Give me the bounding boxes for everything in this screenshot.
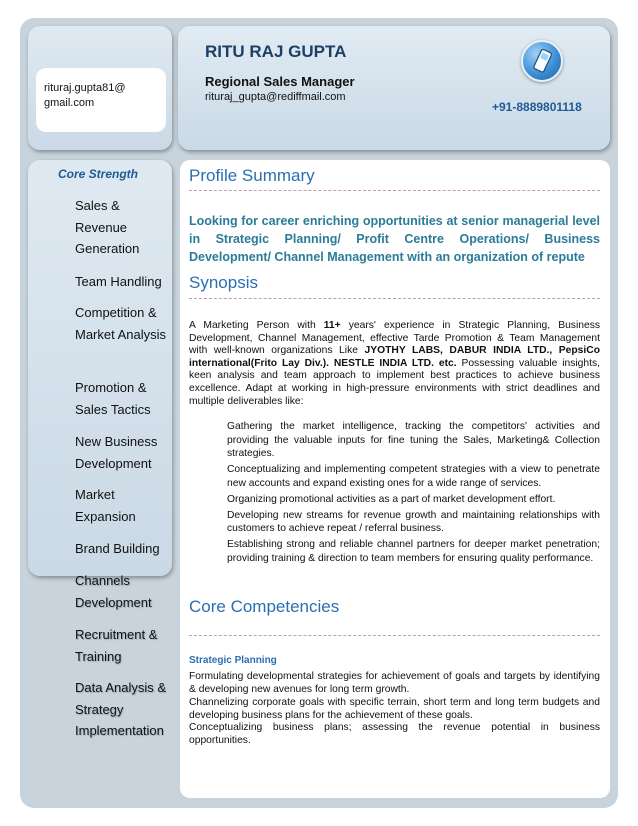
divider <box>189 190 600 191</box>
sidebar-item-team: Team Handling <box>75 274 162 289</box>
work-email[interactable]: rituraj_gupta@rediffmail.com <box>205 91 346 103</box>
sidebar-item-market-expansion: Market Expansion <box>75 487 136 524</box>
sidebar-item-brand: Brand Building <box>75 541 160 556</box>
profile-title: Profile Summary <box>189 166 315 185</box>
sidebar-item-recruitment: Recruitment & Training <box>75 627 158 664</box>
sidebar-item-data-analysis: Data Analysis & Strategy Implementation <box>75 680 167 738</box>
job-title: Regional Sales Manager <box>205 74 355 89</box>
sidebar-item-sales: Sales & Revenue Generation <box>75 198 140 256</box>
divider <box>189 298 600 299</box>
list-item: Gathering the market intelligence, tracking the competitors' activities and providing the valuable inputs for fine tuning the Sales, Marketing& Collection strategies. <box>227 421 600 459</box>
competencies-title: Core Competencies <box>189 597 340 616</box>
sidebar-item-competition: Competition & Market Analysis <box>75 305 167 342</box>
mobile-phone-icon <box>521 40 563 82</box>
synopsis-title: Synopsis <box>189 273 258 292</box>
synopsis-list <box>227 420 600 568</box>
personal-email[interactable]: rituraj.gupta81@ gmail.com <box>44 82 126 109</box>
divider <box>189 635 600 636</box>
list-item: Conceptualizing and implementing competent strategies with a view to penetrate new accounts and expand existing ones for a wide range of services. <box>227 464 600 489</box>
list-item: Organizing promotional activities as a part of market development effort. <box>227 493 556 505</box>
synopsis-paragraph: A Marketing Person with 11+ years' experience in Strategic Planning, Business Development, Channel Management, effective Tarde Promotion & Team Management with well-known organizations Like JYOTHY LABS, DABUR INDIA LTD., PepsiCo international(Frito Lay Div.). NESTLE INDIA LTD. etc. Possessing valuable insights, keen analysis and team approach to implement best practices to achieve business excellence. Adapt at working in high-pressure environments with strict deadlines and multiple deliverables like: <box>189 320 600 407</box>
list-item: Channelizing corporate goals with specific terrain, short term and long term budgets and developing business plans for the achievement of these goals. <box>189 697 600 721</box>
sidebar-item-channels: Channels Development <box>75 573 152 610</box>
competency-text <box>189 671 600 748</box>
profile-statement: Looking for career enriching opportunities at senior managerial level in Strategic Planning/ Profit Centre Operations/ Business Development/ Channel Management with an organization of repute <box>189 214 600 264</box>
list-item: Establishing strong and reliable channel partners for deeper market penetration; providing training & direction to team members for ensuring quality performance. <box>227 539 600 564</box>
email-box <box>36 68 166 132</box>
candidate-name: RITU RAJ GUPTA <box>205 42 347 61</box>
list-item: Formulating developmental strategies for achievement of goals and targets by identifying & developing new avenues for long term growth. <box>189 671 600 695</box>
competency-subtitle: Strategic Planning <box>189 655 277 666</box>
list-item: Conceptualizing business plans; assessing the revenue potential in business opportunities. <box>189 722 600 746</box>
sidebar-item-promotion: Promotion & Sales Tactics <box>75 380 151 417</box>
sidebar-title: Core Strength <box>58 167 139 181</box>
phone-number[interactable]: +91-8889801118 <box>492 100 582 114</box>
list-item: Developing new streams for revenue growth and maintaining relationships with customers to achieve repeat / referral business. <box>227 509 600 534</box>
sidebar-item-new-business: New Business Development <box>75 434 158 471</box>
